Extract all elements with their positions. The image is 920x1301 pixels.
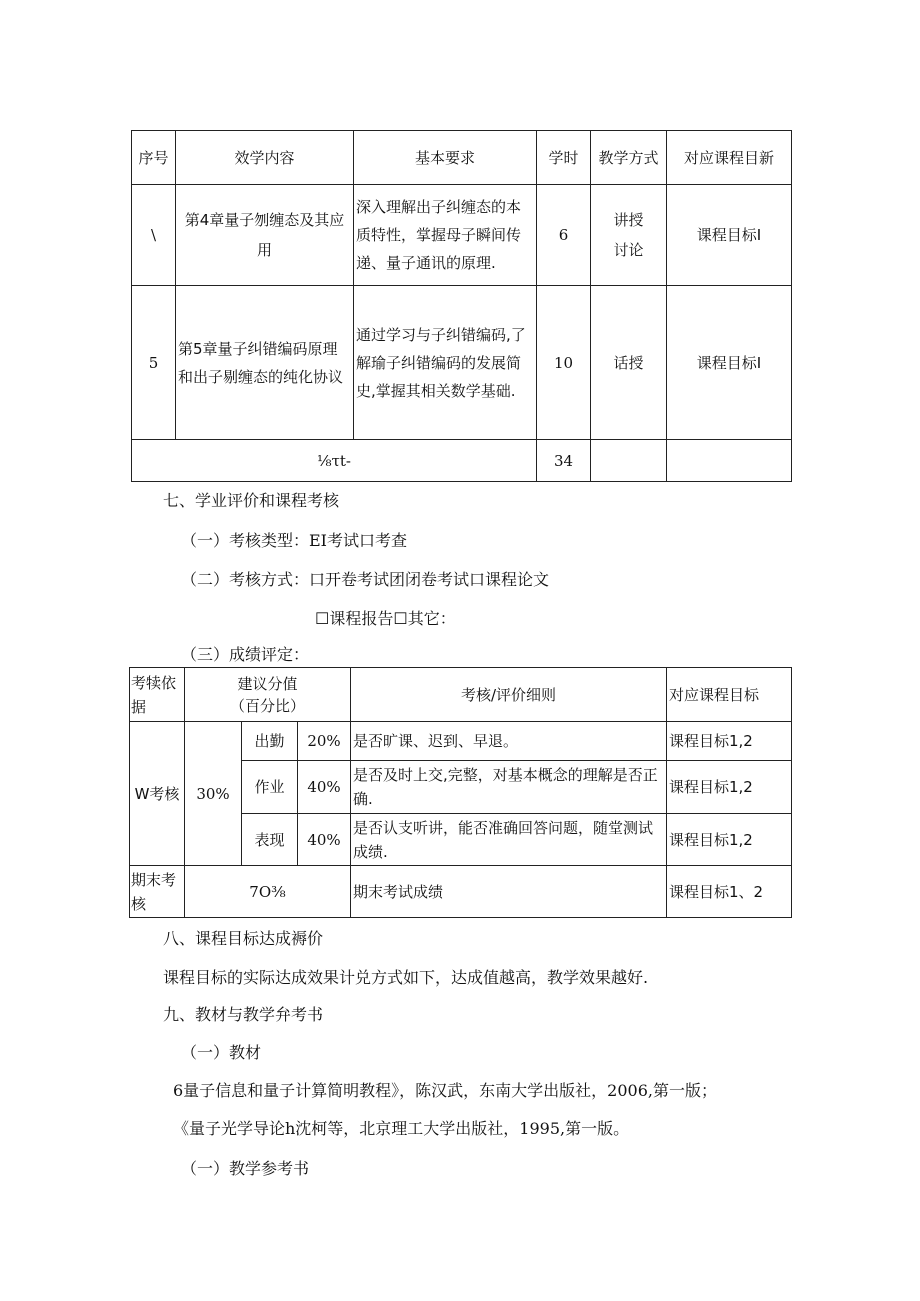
- section-9-title: 九、教材与教学弁考书: [163, 1005, 324, 1024]
- table-row: [132, 185, 792, 286]
- row-requirement: 通过学习与子纠错编码,了解瑜子纠错编码的发展简史,掌握其相关数学基础.: [354, 286, 537, 440]
- row-content: 第4章量子刎缠态及其应用: [176, 185, 354, 286]
- header-basis: 考犊依据: [130, 668, 185, 722]
- final-target: 课程目标1、2: [667, 866, 792, 918]
- header-target: 对应课程目标: [667, 668, 792, 722]
- sub-detail: 是否认支听讲，能否准确回答问题，随堂测试成绩.: [351, 814, 667, 866]
- sub-target: 课程目标1,2: [667, 814, 792, 866]
- w-label: W考核: [130, 722, 185, 866]
- sub-target: 课程目标1,2: [667, 722, 792, 761]
- sub-detail: 是否及时上交,完整，对基本概念的理解是否正确.: [351, 761, 667, 814]
- sub-name: 出勤: [242, 722, 298, 761]
- total-hours: 34: [537, 440, 591, 482]
- assessment-type: （一）考核类型：EI考试口考查: [181, 531, 408, 550]
- textbook-1: 6量子信息和量子计算简明教程》，陈汉武，东南大学出版社，2006,第一版；: [173, 1081, 717, 1100]
- row-method: 话授: [591, 286, 667, 440]
- row-hours: 6: [537, 185, 591, 286]
- row-no: 5: [132, 286, 176, 440]
- section-8-text: 课程目标的实际达成效果计兑方式如下，达成值越高，教学效果越好.: [163, 968, 649, 987]
- row-no: \: [132, 185, 176, 286]
- section-8-title: 八、课程目标达成褥价: [163, 929, 324, 948]
- sub-name: 作业: [242, 761, 298, 814]
- row-method: 讲授讨论: [591, 185, 667, 286]
- sub-pct: 40%: [298, 761, 351, 814]
- row-target: 课程目标I: [667, 286, 792, 440]
- sub-target: 课程目标1,2: [667, 761, 792, 814]
- header-score-sub: （百分比）: [229, 696, 305, 715]
- row-hours: 10: [537, 286, 591, 440]
- assessment-method-cont: ☐课程报告☐其它：: [315, 609, 456, 628]
- header-no: 序号: [132, 131, 176, 185]
- header-requirement: 基本要求: [354, 131, 537, 185]
- sub-detail: 是否旷课、迟到、早退。: [351, 722, 667, 761]
- total-row: [132, 440, 792, 482]
- sub-pct: 20%: [298, 722, 351, 761]
- textbook-title: （一）教材: [181, 1043, 262, 1062]
- textbook-2: 《量子光学导论h沈柯等，北京理工大学出版社，1995,第一版。: [173, 1119, 630, 1138]
- table-row: [130, 722, 792, 761]
- w-pct: 30%: [185, 722, 242, 866]
- sub-pct: 40%: [298, 814, 351, 866]
- schedule-table: [131, 130, 792, 482]
- header-hours: 学时: [537, 131, 591, 185]
- header-target: 对应课程目新: [667, 131, 792, 185]
- row-target: 课程目标I: [667, 185, 792, 286]
- final-detail: 期末考试成绩: [351, 866, 667, 918]
- row-content: 第5章量子纠错编码原理和出子剔缠态的纯化协议: [176, 286, 354, 440]
- section-7-title: 七、学业评价和课程考核: [163, 491, 340, 510]
- grading-table: [129, 667, 792, 918]
- header-score-label: 建议分值: [237, 674, 298, 693]
- final-label: 期末考核: [130, 866, 185, 918]
- row-requirement: 深入理解出子纠缠态的本质特性，掌握母子瞬间传递、量子通讯的原理.: [354, 185, 537, 286]
- reference-title: （一）教学参考书: [181, 1159, 310, 1178]
- table-row: [132, 286, 792, 440]
- total-label: ⅛τt-: [132, 440, 537, 482]
- header-detail: 考核/评价细则: [351, 668, 667, 722]
- assessment-method: （二）考核方式：口开卷考试团闭卷考试口课程论文: [181, 570, 550, 589]
- empty-cell: [667, 440, 792, 482]
- header-content: 效学内容: [176, 131, 354, 185]
- grade-title: （三）成绩评定：: [181, 645, 310, 664]
- empty-cell: [591, 440, 667, 482]
- sub-name: 表现: [242, 814, 298, 866]
- final-pct: 7O⅜: [185, 866, 351, 918]
- header-score: [185, 668, 351, 722]
- header-method: 教学方式: [591, 131, 667, 185]
- table-row: [130, 866, 792, 918]
